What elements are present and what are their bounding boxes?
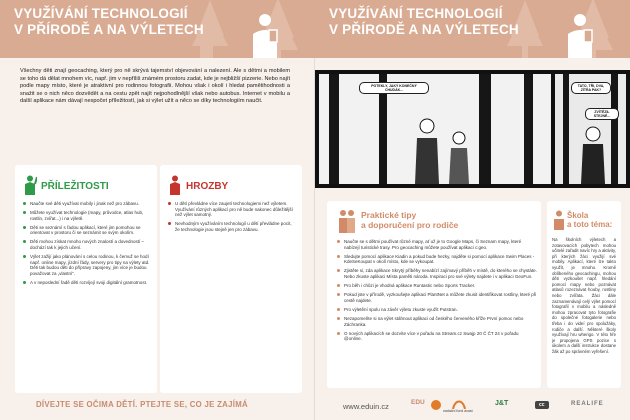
title-line-1: VYUŽÍVÁNÍ TECHNOLOGIÍ: [329, 6, 503, 21]
tree-trunk-icon: [611, 74, 618, 184]
person-down-icon: [168, 175, 182, 195]
list-item: O nových aplikacích se dozvíte více v pořadu na Stream.cz Swajp 20 Č ČT 24 v pořadu @online.: [337, 331, 537, 342]
list-item: Nezapomeňte si na výlet stáhnout aplikaci od českého červeného kříže První pomoc nebo Záchranka.: [337, 316, 537, 327]
tree-trunk-icon: [563, 74, 569, 184]
left-banner: [0, 0, 315, 58]
tips-list: [337, 239, 537, 345]
school-card: [547, 201, 621, 388]
person-up-icon: [23, 175, 37, 195]
comic-panel-2: [555, 74, 626, 184]
avast-logo-icon: [451, 397, 467, 409]
tips-card: [327, 201, 541, 388]
list-item: Pokud jste v přírodě, vyzkoušejte aplikaci PlantNet a můžete zkusit identifikovat rostliny, které při cestě najdete.: [337, 292, 537, 303]
list-item: Výlet zažijí jako plánování s celou rodinou, k čemuž se hodí např. online mapy, jízdní řády, servery pro tipy na výlety atd. Děti tak budou děti do přípravy zapojeny, jim více je budou považovat za „vlastní“.: [23, 254, 151, 276]
right-banner: [315, 0, 630, 58]
person-with-phone-icon: [243, 12, 287, 58]
tree-trunk-icon: [524, 74, 533, 184]
eduin-link[interactable]: www.eduin.cz: [343, 402, 389, 411]
left-footer: DÍVEJTE SE OČIMA DĚTÍ. PTEJTE SE, CO JE ZAJÍMÁ: [36, 400, 248, 409]
list-item: Pro výletění spolu na závěr výletu zkuste využít Putstran.: [337, 307, 537, 313]
page-title: [14, 6, 204, 38]
comic-panel-1: [319, 74, 551, 184]
parents-icon: [337, 209, 357, 233]
tree-trunk-icon: [329, 74, 339, 184]
threats-card: [160, 165, 302, 393]
tips-title: [361, 211, 458, 230]
tree-trunk-icon: [479, 74, 491, 184]
child-figure-icon: [575, 124, 611, 184]
realife-logo: REALIFE: [571, 401, 604, 407]
list-item: Nevhodným využíváním technologií u dětí převládne pocit, že technologie jsou stejně jen pro zábavu.: [168, 221, 296, 232]
title-line-2: V PŘÍRODĚ A NA VÝLETECH: [329, 22, 519, 37]
opportunities-list: [23, 201, 151, 289]
intro-text: Všechny děti znají geocaching, který pro ně skrývá tajemství objevování a nalezení. Ale s dětmi a mobilem se toho dá dělat mnohem víc, např. jim v nepříliš známém prostoru zadat, kde je nejbližší pizzerie. Nebo najít podle mapy místo, které je atraktivní pro rodinnou fotografii. Mohou však i okolí i hledat pamětihodnosti a snažit se o nich něco dozvědět a na cestu zpět najít nejpohodlnější však nebo autobus. Internet v mobilu a další aplikace nám dávají nespočet příležitostí, jak si výlet užít a něco se díky technologiím naučit.: [20, 68, 290, 105]
list-item: Pro běh i chůzi je vhodná aplikace Runtastic nebo Sports Tracker.: [337, 283, 537, 289]
opportunities-title: PŘÍLEŽITOSTI: [41, 181, 109, 192]
edu-logo: EDU: [411, 399, 425, 406]
edu-dot-icon: [431, 400, 441, 410]
list-item: Zjistěte si, zda aplikace Skrytý příběhy nenabízí zajímavý příběh v místě, do kterého se chystáte. Nebo zkuste aplikaci Místa paměti národa. Inspiraci pro své výlety najdete i v aplikaci GeoFun.: [337, 268, 537, 279]
list-item: Naučte své děti využívat mobily i jinak než pro zábavu.: [23, 201, 151, 207]
title-line-2: V PŘÍRODĚ A NA VÝLETECH: [14, 22, 204, 37]
school-title: [567, 211, 612, 229]
school-body: Na školních výletech a zotavovacích pobytech mohou učitelé zařadit navíc hry a aktivity, při kterých žáci využijí své mobily. Aplikací, které lze takto využít, je mnoho. Kromě oblíbeného geocachingu, mohou děti vyzkoušet např. hledání pomocí mapy nebo poznávat atlasů rozeznávat houby, rostliny nebo zvířata. Žáci dále zaznamenávají celý výlet pomocí fotografií v mobilu a následně mohou zpracovat tyto fotografie do společné fotogalerie nebo třeba i do videí pro spolužáky, rodiče a další. Některé školy využívají hru wherigo. V této hře je propojena GPS pozice s úkolem a další instrukce dostane žák až po správném vyřešení.: [552, 237, 616, 354]
list-item: Děti se seznámí s řadou aplikací, které jim pomohou se orientovat v prostoru či se seznámit se svým okolím.: [23, 225, 151, 236]
title-line-1: VYUŽÍVÁNÍ TECHNOLOGIÍ: [14, 6, 188, 21]
right-page: [315, 0, 630, 420]
tips-title-line-2: a doporučení pro rodiče: [361, 219, 459, 230]
list-item: Můžete využívat technologie (mapy, průvodce, atlas hub, rostlin, zvířat...) i na výletě.: [23, 210, 151, 221]
list-item: Děti mohou získat mnoho nových znalostí a dovedností – dochází tak k jejich učení.: [23, 239, 151, 250]
tips-title-line-1: Praktické tipy: [361, 210, 417, 220]
jt-logo: J&T: [495, 400, 509, 407]
opportunities-card: [15, 165, 157, 393]
speech-bubble: POTEKLY, JAKÝ KONEČNÝ CHUDÁK...: [359, 82, 429, 94]
threats-title: HROZBY: [186, 181, 229, 192]
teacher-icon: [552, 210, 566, 230]
list-item: Sledujte pomocí aplikace Kiadin a pokud bude hezky, najděte si pomocí aplikace Swim Places - KdeSeKoupat v okolí místo, kde se vykoupat.: [337, 254, 537, 265]
family-figures-icon: [409, 116, 479, 184]
list-item: U dětí převládne více zaujetí technologiemi než výletem. Využívání různých aplikací pro ně bude nakonec důležitější než výlet samotný.: [168, 201, 296, 218]
list-item: A v neposlední řadě děti rozvíjejí svoji digitální gramotnost.: [23, 280, 151, 286]
speech-bubble: TATO, TŘI, DVA, ZÍTRA PAK?: [571, 82, 611, 94]
threats-list: [168, 201, 296, 236]
page-title: [329, 6, 519, 38]
avast-logo-text: nadační fond avast: [443, 409, 473, 413]
speech-bubble: ZVÍTĚZIL STEJNÉ...: [585, 108, 619, 120]
school-title-line-1: Škola: [567, 211, 589, 220]
right-footer: [315, 396, 630, 420]
person-with-phone-icon: [558, 12, 602, 58]
cc-license-badge: cc: [535, 401, 549, 409]
school-title-line-2: a toto téma:: [567, 220, 613, 229]
list-item: Naučte se s dětmi používat různé mapy, ať už je to Google Maps, či Seznam mapy, které nabízejí turistické trasy. Pro geocaching můžete používat aplikaci c:geo.: [337, 239, 537, 250]
comic-strip: [315, 70, 630, 188]
